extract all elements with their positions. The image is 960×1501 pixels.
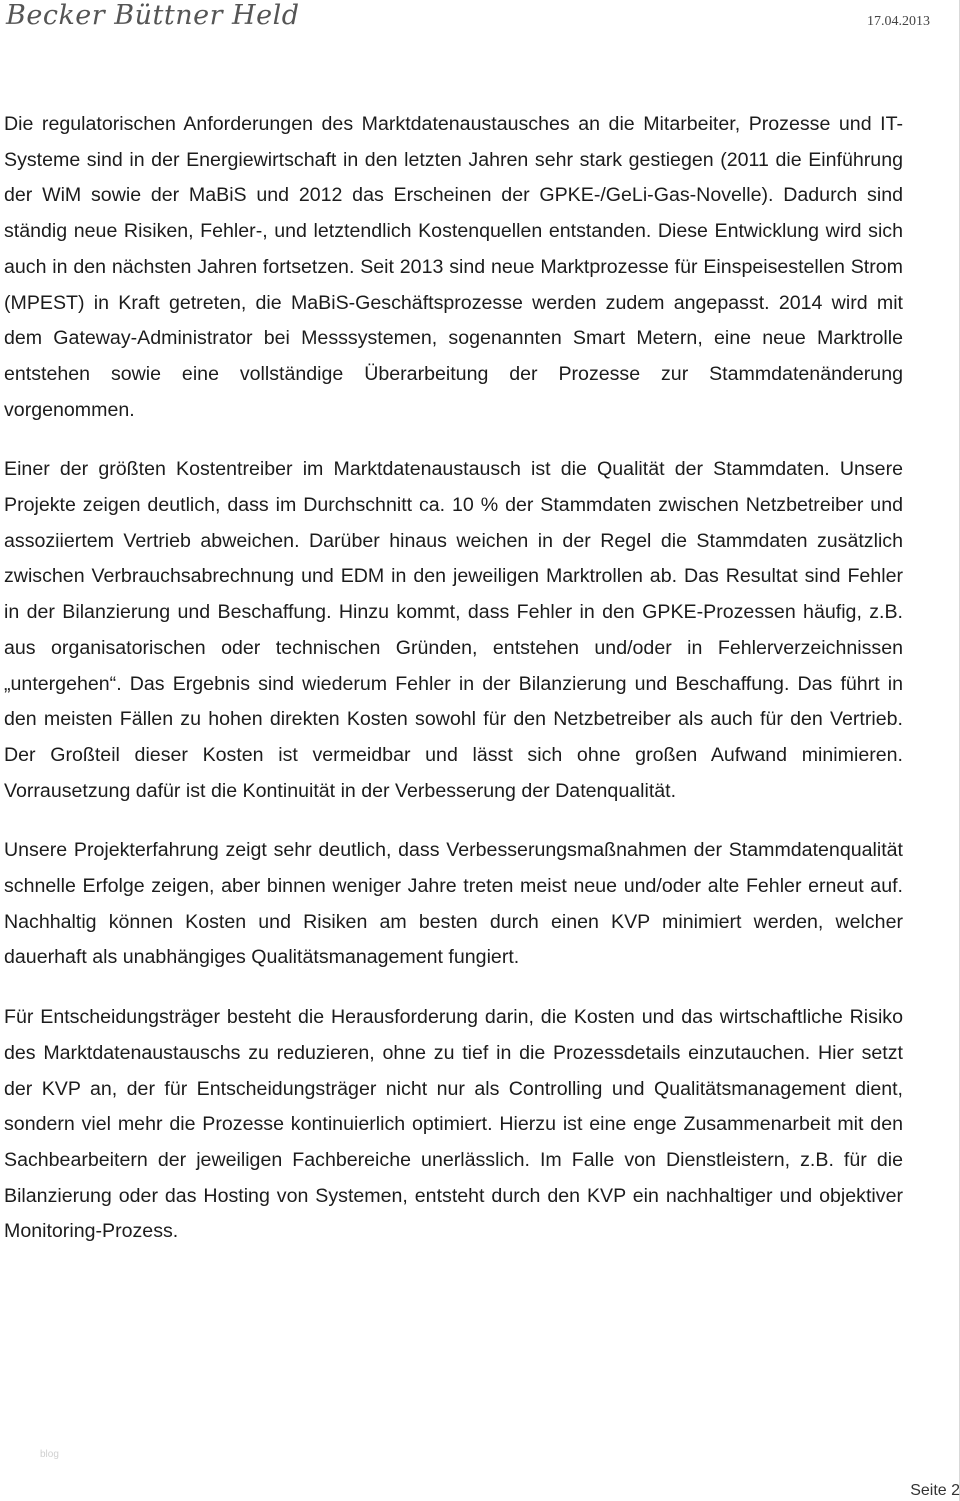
page-number: Seite 2 [910, 1482, 960, 1499]
paragraph: Für Entscheidungsträger besteht die Herausforderung darin, die Kosten und das wirtschaftliche Risiko des Marktdatenaustauschs zu reduzieren, ohne zu tief in die Prozessdetails einzutauchen. Hier setzt der KVP an, der für Entscheidungsträger nicht nur als Controlling und Qualitätsmanagement dient, sondern viel mehr die Prozesse kontinuierlich optimiert. Hierzu ist eine enge Zusammenarbeit mit den Sachbearbeitern der jeweiligen Fachbereiche unerlässlich. Im Falle von Dienstleistern, z.B. für die Bilanzierung oder das Hosting von Systemen, entsteht durch den KVP ein nachhaltiger und objektiver Monitoring-Prozess. [4, 1006, 903, 1243]
paragraph: Unsere Projekterfahrung zeigt sehr deutlich, dass Verbesserungsmaßnahmen der Stammdatenqualität schnelle Erfolge zeigen, aber binnen weniger Jahre treten meist neue und/oder alte Fehler erneut auf. Nachhaltig können Kosten und Risiken am besten durch einen KVP minimiert werden, welcher dauerhaft als unabhängiges Qualitätsmanagement fungiert. [4, 839, 903, 969]
paragraph: Einer der größten Kostentreiber im Marktdatenaustausch ist die Qualität der Stammdaten. Unsere Projekte zeigen deutlich, dass im Durchschnitt ca. 10 % der Stammdaten zwischen Netzbetreiber und assoziiertem Vertrieb abweichen. Darüber hinaus weichen in der Regel die Stammdaten zusätzlich zwischen Verbrauchsabrechnung und EDM in den jeweiligen Marktrollen ab. Das Resultat sind Fehler in der Bilanzierung und Beschaffung. Hinzu kommt, dass Fehler in den GPKE-Prozessen häufig, z.B. aus organisatorischen oder technischen Gründen, entstehen und/oder in Fehlerverzeichnissen „untergehen“. Das Ergebnis sind wiederum Fehler in der Bilanzierung und Beschaffung. Das führt in den meisten Fällen zu hohen direkten Kosten sowohl für den Netzbetreiber als auch für den Vertrieb. Der Großteil dieser Kosten ist vermeidbar und lässt sich ohne großen Aufwand minimieren. Vorrausetzung dafür ist die Kontinuität in der Verbesserung der Datenqualität. [4, 458, 903, 802]
document-body [4, 107, 903, 1274]
watermark: blog [40, 1449, 59, 1460]
company-logo: Becker Büttner Held [6, 0, 300, 31]
paragraph: Die regulatorischen Anforderungen des Marktdatenaustausches an die Mitarbeiter, Prozesse und IT-Systeme sind in der Energiewirtschaft in den letzten Jahren sehr stark gestiegen (2011 die Einführung der WiM sowie der MaBiS und 2012 das Erscheinen der GPKE-/GeLi-Gas-Novelle). Dadurch sind ständig neue Risiken, Fehler-, und letztendlich Kostenquellen entstanden. Diese Entwicklung wird sich auch in den nächsten Jahren fortsetzen. Seit 2013 sind neue Marktprozesse für Einspeisestellen Strom (MPEST) in Kraft getreten, die MaBiS-Geschäftsprozesse werden zudem angepasst. 2014 wird mit dem Gateway-Administrator bei Messsystemen, sogenannten Smart Metern, eine neue Marktrolle entstehen sowie eine vollständige Überarbeitung der Prozesse zur Stammdatenänderung vorgenommen. [4, 113, 903, 421]
document-date: 17.04.2013 [867, 14, 930, 29]
